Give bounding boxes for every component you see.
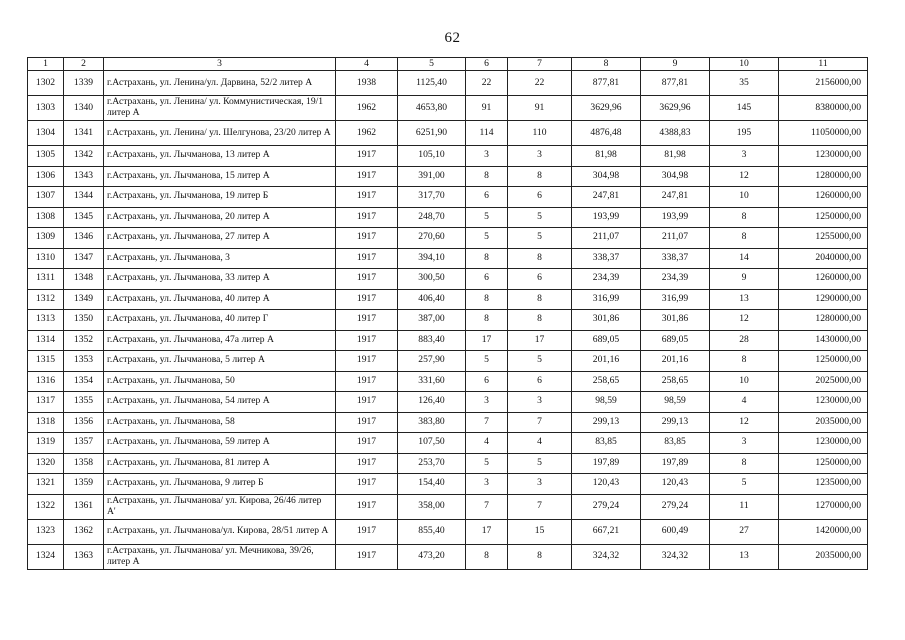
cell-col-7: 8 bbox=[508, 289, 572, 310]
column-header-9: 9 bbox=[641, 58, 710, 71]
cell-col-10: 5 bbox=[710, 474, 779, 495]
cell-col-10: 28 bbox=[710, 330, 779, 351]
cell-col-10: 3 bbox=[710, 433, 779, 454]
cell-col-8: 338,37 bbox=[572, 248, 641, 269]
cell-area: 883,40 bbox=[398, 330, 466, 351]
cell-col-6: 6 bbox=[466, 187, 508, 208]
table-row bbox=[28, 453, 868, 474]
cell-address: г.Астрахань, ул. Ленина/ул. Дарвина, 52/2 литер А bbox=[104, 71, 336, 96]
cell-col-7: 6 bbox=[508, 371, 572, 392]
cell-col-8: 324,32 bbox=[572, 544, 641, 569]
cell-row-number: 1312 bbox=[28, 289, 64, 310]
cell-cost: 2156000,00 bbox=[779, 71, 868, 96]
cell-row-number: 1315 bbox=[28, 351, 64, 372]
cell-col-10: 145 bbox=[710, 96, 779, 121]
column-header-10: 10 bbox=[710, 58, 779, 71]
cell-col-10: 12 bbox=[710, 166, 779, 187]
cell-col-9: 98,59 bbox=[641, 392, 710, 413]
table-row bbox=[28, 433, 868, 454]
cell-area: 473,20 bbox=[398, 544, 466, 569]
cell-col-8: 667,21 bbox=[572, 519, 641, 544]
cell-col-6: 22 bbox=[466, 71, 508, 96]
cell-object-number: 1352 bbox=[64, 330, 104, 351]
cell-col-10: 13 bbox=[710, 289, 779, 310]
cell-area: 394,10 bbox=[398, 248, 466, 269]
cell-object-number: 1350 bbox=[64, 310, 104, 331]
cell-object-number: 1354 bbox=[64, 371, 104, 392]
cell-year: 1917 bbox=[336, 146, 398, 167]
cell-col-8: 301,86 bbox=[572, 310, 641, 331]
cell-col-6: 5 bbox=[466, 351, 508, 372]
cell-row-number: 1320 bbox=[28, 453, 64, 474]
cell-object-number: 1345 bbox=[64, 207, 104, 228]
table-row bbox=[28, 187, 868, 208]
cell-col-10: 195 bbox=[710, 121, 779, 146]
table-row bbox=[28, 71, 868, 96]
cell-col-8: 81,98 bbox=[572, 146, 641, 167]
cell-cost: 1235000,00 bbox=[779, 474, 868, 495]
cell-col-7: 8 bbox=[508, 544, 572, 569]
cell-col-8: 211,07 bbox=[572, 228, 641, 249]
cell-year: 1917 bbox=[336, 248, 398, 269]
cell-row-number: 1314 bbox=[28, 330, 64, 351]
cell-area: 105,10 bbox=[398, 146, 466, 167]
cell-col-8: 234,39 bbox=[572, 269, 641, 290]
table-row bbox=[28, 351, 868, 372]
cell-year: 1917 bbox=[336, 494, 398, 519]
cell-cost: 1255000,00 bbox=[779, 228, 868, 249]
column-header-1: 1 bbox=[28, 58, 64, 71]
cell-col-6: 7 bbox=[466, 412, 508, 433]
cell-object-number: 1340 bbox=[64, 96, 104, 121]
cell-col-9: 120,43 bbox=[641, 474, 710, 495]
cell-object-number: 1349 bbox=[64, 289, 104, 310]
cell-cost: 1290000,00 bbox=[779, 289, 868, 310]
cell-cost: 1420000,00 bbox=[779, 519, 868, 544]
cell-address: г.Астрахань, ул. Лычманова, 54 литер А bbox=[104, 392, 336, 413]
table-row bbox=[28, 228, 868, 249]
table-row bbox=[28, 330, 868, 351]
cell-address: г.Астрахань, ул. Лычманова, 59 литер А bbox=[104, 433, 336, 454]
cell-col-8: 247,81 bbox=[572, 187, 641, 208]
cell-address: г.Астрахань, ул. Лычманова, 20 литер А bbox=[104, 207, 336, 228]
cell-address: г.Астрахань, ул. Лычманова, 13 литер А bbox=[104, 146, 336, 167]
cell-year: 1962 bbox=[336, 96, 398, 121]
cell-col-10: 8 bbox=[710, 207, 779, 228]
cell-col-7: 4 bbox=[508, 433, 572, 454]
cell-col-10: 10 bbox=[710, 371, 779, 392]
cell-address: г.Астрахань, ул. Лычманова, 15 литер А bbox=[104, 166, 336, 187]
cell-address: г.Астрахань, ул. Лычманова, 50 bbox=[104, 371, 336, 392]
cell-row-number: 1310 bbox=[28, 248, 64, 269]
cell-year: 1917 bbox=[336, 187, 398, 208]
cell-col-6: 6 bbox=[466, 269, 508, 290]
cell-year: 1938 bbox=[336, 71, 398, 96]
cell-col-9: 81,98 bbox=[641, 146, 710, 167]
cell-row-number: 1306 bbox=[28, 166, 64, 187]
column-header-4: 4 bbox=[336, 58, 398, 71]
cell-object-number: 1342 bbox=[64, 146, 104, 167]
table-row bbox=[28, 310, 868, 331]
cell-col-9: 877,81 bbox=[641, 71, 710, 96]
cell-col-7: 17 bbox=[508, 330, 572, 351]
cell-col-9: 197,89 bbox=[641, 453, 710, 474]
cell-col-9: 316,99 bbox=[641, 289, 710, 310]
cell-col-9: 689,05 bbox=[641, 330, 710, 351]
cell-area: 154,40 bbox=[398, 474, 466, 495]
cell-object-number: 1339 bbox=[64, 71, 104, 96]
cell-object-number: 1343 bbox=[64, 166, 104, 187]
cell-col-6: 7 bbox=[466, 494, 508, 519]
cell-year: 1917 bbox=[336, 544, 398, 569]
cell-col-8: 316,99 bbox=[572, 289, 641, 310]
cell-col-9: 279,24 bbox=[641, 494, 710, 519]
column-header-2: 2 bbox=[64, 58, 104, 71]
cell-area: 257,90 bbox=[398, 351, 466, 372]
cell-row-number: 1316 bbox=[28, 371, 64, 392]
cell-year: 1917 bbox=[336, 371, 398, 392]
cell-row-number: 1321 bbox=[28, 474, 64, 495]
cell-object-number: 1348 bbox=[64, 269, 104, 290]
cell-col-7: 5 bbox=[508, 351, 572, 372]
cell-cost: 2040000,00 bbox=[779, 248, 868, 269]
cell-col-9: 201,16 bbox=[641, 351, 710, 372]
cell-year: 1917 bbox=[336, 412, 398, 433]
cell-col-8: 201,16 bbox=[572, 351, 641, 372]
cell-address: г.Астрахань, ул. Лычманова, 40 литер Г bbox=[104, 310, 336, 331]
cell-address: г.Астрахань, ул. Лычманова, 58 bbox=[104, 412, 336, 433]
cell-address: г.Астрахань, ул. Лычманова, 47а литер А bbox=[104, 330, 336, 351]
cell-address: г.Астрахань, ул. Ленина/ ул. Коммунистическая, 19/1 литер А bbox=[104, 96, 336, 121]
cell-area: 406,40 bbox=[398, 289, 466, 310]
cell-col-9: 338,37 bbox=[641, 248, 710, 269]
cell-year: 1962 bbox=[336, 121, 398, 146]
cell-col-8: 304,98 bbox=[572, 166, 641, 187]
table-row bbox=[28, 412, 868, 433]
cell-address: г.Астрахань, ул. Лычманова/ ул. Кирова, 26/46 литер А' bbox=[104, 494, 336, 519]
table-body bbox=[28, 71, 868, 570]
cell-object-number: 1358 bbox=[64, 453, 104, 474]
cell-cost: 1250000,00 bbox=[779, 207, 868, 228]
cell-col-9: 304,98 bbox=[641, 166, 710, 187]
cell-col-7: 5 bbox=[508, 228, 572, 249]
cell-col-7: 6 bbox=[508, 269, 572, 290]
cell-col-7: 5 bbox=[508, 207, 572, 228]
table-row bbox=[28, 519, 868, 544]
cell-area: 253,70 bbox=[398, 453, 466, 474]
cell-col-8: 689,05 bbox=[572, 330, 641, 351]
cell-object-number: 1346 bbox=[64, 228, 104, 249]
cell-object-number: 1356 bbox=[64, 412, 104, 433]
cell-address: г.Астрахань, ул. Лычманова/ул. Кирова, 28/51 литер А bbox=[104, 519, 336, 544]
cell-col-8: 4876,48 bbox=[572, 121, 641, 146]
cell-cost: 1270000,00 bbox=[779, 494, 868, 519]
column-header-6: 6 bbox=[466, 58, 508, 71]
cell-col-6: 8 bbox=[466, 166, 508, 187]
cell-year: 1917 bbox=[336, 269, 398, 290]
cell-col-9: 211,07 bbox=[641, 228, 710, 249]
cell-address: г.Астрахань, ул. Лычманова, 19 литер Б bbox=[104, 187, 336, 208]
cell-col-9: 324,32 bbox=[641, 544, 710, 569]
cell-col-7: 8 bbox=[508, 248, 572, 269]
table-row bbox=[28, 269, 868, 290]
cell-row-number: 1311 bbox=[28, 269, 64, 290]
table-row bbox=[28, 146, 868, 167]
cell-col-6: 3 bbox=[466, 474, 508, 495]
cell-col-8: 193,99 bbox=[572, 207, 641, 228]
cell-col-9: 234,39 bbox=[641, 269, 710, 290]
cell-col-10: 35 bbox=[710, 71, 779, 96]
cell-col-7: 3 bbox=[508, 392, 572, 413]
cell-address: г.Астрахань, ул. Лычманова, 5 литер А bbox=[104, 351, 336, 372]
cell-col-9: 301,86 bbox=[641, 310, 710, 331]
cell-year: 1917 bbox=[336, 228, 398, 249]
cell-year: 1917 bbox=[336, 289, 398, 310]
cell-col-7: 8 bbox=[508, 310, 572, 331]
cell-object-number: 1347 bbox=[64, 248, 104, 269]
cell-object-number: 1359 bbox=[64, 474, 104, 495]
cell-area: 248,70 bbox=[398, 207, 466, 228]
cell-area: 107,50 bbox=[398, 433, 466, 454]
cell-col-9: 83,85 bbox=[641, 433, 710, 454]
cell-cost: 1250000,00 bbox=[779, 351, 868, 372]
cell-col-10: 12 bbox=[710, 412, 779, 433]
cell-col-10: 4 bbox=[710, 392, 779, 413]
cell-row-number: 1317 bbox=[28, 392, 64, 413]
column-header-3: 3 bbox=[104, 58, 336, 71]
cell-col-8: 877,81 bbox=[572, 71, 641, 96]
cell-col-8: 3629,96 bbox=[572, 96, 641, 121]
cell-col-6: 8 bbox=[466, 310, 508, 331]
cell-area: 317,70 bbox=[398, 187, 466, 208]
cell-col-6: 5 bbox=[466, 453, 508, 474]
cell-col-7: 7 bbox=[508, 494, 572, 519]
cell-area: 391,00 bbox=[398, 166, 466, 187]
cell-col-8: 120,43 bbox=[572, 474, 641, 495]
cell-address: г.Астрахань, ул. Лычманова, 27 литер А bbox=[104, 228, 336, 249]
cell-area: 1125,40 bbox=[398, 71, 466, 96]
cell-col-7: 110 bbox=[508, 121, 572, 146]
cell-cost: 2035000,00 bbox=[779, 412, 868, 433]
cell-row-number: 1304 bbox=[28, 121, 64, 146]
cell-cost: 1430000,00 bbox=[779, 330, 868, 351]
table-row bbox=[28, 474, 868, 495]
cell-col-6: 8 bbox=[466, 248, 508, 269]
cell-year: 1917 bbox=[336, 474, 398, 495]
table-row bbox=[28, 544, 868, 569]
table-row bbox=[28, 392, 868, 413]
cell-col-9: 3629,96 bbox=[641, 96, 710, 121]
cell-col-7: 3 bbox=[508, 146, 572, 167]
cell-col-7: 22 bbox=[508, 71, 572, 96]
cell-row-number: 1313 bbox=[28, 310, 64, 331]
cell-cost: 1230000,00 bbox=[779, 392, 868, 413]
cell-row-number: 1308 bbox=[28, 207, 64, 228]
cell-col-10: 12 bbox=[710, 310, 779, 331]
cell-address: г.Астрахань, ул. Лычманова, 40 литер А bbox=[104, 289, 336, 310]
cell-col-10: 11 bbox=[710, 494, 779, 519]
cell-col-9: 247,81 bbox=[641, 187, 710, 208]
cell-col-6: 3 bbox=[466, 146, 508, 167]
column-header-8: 8 bbox=[572, 58, 641, 71]
cell-row-number: 1307 bbox=[28, 187, 64, 208]
cell-row-number: 1324 bbox=[28, 544, 64, 569]
cell-year: 1917 bbox=[336, 207, 398, 228]
cell-col-9: 4388,83 bbox=[641, 121, 710, 146]
table-row bbox=[28, 371, 868, 392]
cell-col-9: 299,13 bbox=[641, 412, 710, 433]
cell-area: 126,40 bbox=[398, 392, 466, 413]
cell-address: г.Астрахань, ул. Лычманова, 81 литер А bbox=[104, 453, 336, 474]
cell-area: 855,40 bbox=[398, 519, 466, 544]
cell-cost: 1230000,00 bbox=[779, 146, 868, 167]
cell-year: 1917 bbox=[336, 351, 398, 372]
table-row bbox=[28, 207, 868, 228]
cell-row-number: 1302 bbox=[28, 71, 64, 96]
cell-address: г.Астрахань, ул. Лычманова, 33 литер А bbox=[104, 269, 336, 290]
cell-col-7: 5 bbox=[508, 453, 572, 474]
cell-col-10: 8 bbox=[710, 228, 779, 249]
cell-cost: 2035000,00 bbox=[779, 544, 868, 569]
cell-year: 1917 bbox=[336, 519, 398, 544]
page-number: 62 bbox=[444, 30, 461, 46]
cell-object-number: 1353 bbox=[64, 351, 104, 372]
cell-col-8: 83,85 bbox=[572, 433, 641, 454]
cell-year: 1917 bbox=[336, 310, 398, 331]
cell-col-10: 3 bbox=[710, 146, 779, 167]
table-row bbox=[28, 289, 868, 310]
cell-col-8: 98,59 bbox=[572, 392, 641, 413]
cell-col-10: 8 bbox=[710, 351, 779, 372]
table-row bbox=[28, 248, 868, 269]
cell-row-number: 1323 bbox=[28, 519, 64, 544]
cell-cost: 1260000,00 bbox=[779, 187, 868, 208]
cell-object-number: 1362 bbox=[64, 519, 104, 544]
cell-col-9: 258,65 bbox=[641, 371, 710, 392]
cell-col-6: 114 bbox=[466, 121, 508, 146]
table-row bbox=[28, 166, 868, 187]
cell-col-10: 27 bbox=[710, 519, 779, 544]
cell-row-number: 1318 bbox=[28, 412, 64, 433]
cell-col-8: 279,24 bbox=[572, 494, 641, 519]
cell-object-number: 1357 bbox=[64, 433, 104, 454]
cell-year: 1917 bbox=[336, 330, 398, 351]
cell-address: г.Астрахань, ул. Ленина/ ул. Шелгунова, 23/20 литер А bbox=[104, 121, 336, 146]
cell-year: 1917 bbox=[336, 433, 398, 454]
cell-area: 300,50 bbox=[398, 269, 466, 290]
cell-object-number: 1341 bbox=[64, 121, 104, 146]
header-row bbox=[28, 58, 868, 71]
cell-row-number: 1322 bbox=[28, 494, 64, 519]
column-header-7: 7 bbox=[508, 58, 572, 71]
cell-col-6: 8 bbox=[466, 544, 508, 569]
cell-col-10: 14 bbox=[710, 248, 779, 269]
cell-cost: 8380000,00 bbox=[779, 96, 868, 121]
cell-area: 6251,90 bbox=[398, 121, 466, 146]
cell-col-7: 7 bbox=[508, 412, 572, 433]
cell-col-7: 91 bbox=[508, 96, 572, 121]
cell-cost: 1280000,00 bbox=[779, 166, 868, 187]
cell-col-7: 15 bbox=[508, 519, 572, 544]
cell-col-8: 258,65 bbox=[572, 371, 641, 392]
cell-row-number: 1309 bbox=[28, 228, 64, 249]
cell-col-7: 3 bbox=[508, 474, 572, 495]
cell-col-6: 8 bbox=[466, 289, 508, 310]
cell-col-9: 193,99 bbox=[641, 207, 710, 228]
cell-cost: 1260000,00 bbox=[779, 269, 868, 290]
cell-col-8: 299,13 bbox=[572, 412, 641, 433]
table-row bbox=[28, 121, 868, 146]
cell-col-6: 17 bbox=[466, 519, 508, 544]
cell-address: г.Астрахань, ул. Лычманова/ ул. Мечникова, 39/26, литер А bbox=[104, 544, 336, 569]
cell-col-6: 5 bbox=[466, 228, 508, 249]
cell-col-10: 13 bbox=[710, 544, 779, 569]
cell-object-number: 1361 bbox=[64, 494, 104, 519]
cell-area: 383,80 bbox=[398, 412, 466, 433]
table-row bbox=[28, 96, 868, 121]
cell-cost: 1250000,00 bbox=[779, 453, 868, 474]
cell-area: 358,00 bbox=[398, 494, 466, 519]
cell-area: 270,60 bbox=[398, 228, 466, 249]
cell-year: 1917 bbox=[336, 453, 398, 474]
cell-col-10: 10 bbox=[710, 187, 779, 208]
cell-object-number: 1355 bbox=[64, 392, 104, 413]
cell-area: 387,00 bbox=[398, 310, 466, 331]
cell-row-number: 1303 bbox=[28, 96, 64, 121]
cell-col-6: 17 bbox=[466, 330, 508, 351]
cell-col-10: 9 bbox=[710, 269, 779, 290]
cell-object-number: 1344 bbox=[64, 187, 104, 208]
cell-col-6: 4 bbox=[466, 433, 508, 454]
cell-col-7: 6 bbox=[508, 187, 572, 208]
cell-col-7: 8 bbox=[508, 166, 572, 187]
cell-col-6: 91 bbox=[466, 96, 508, 121]
cell-cost: 11050000,00 bbox=[779, 121, 868, 146]
cell-address: г.Астрахань, ул. Лычманова, 9 литер Б bbox=[104, 474, 336, 495]
cell-cost: 2025000,00 bbox=[779, 371, 868, 392]
cell-col-6: 5 bbox=[466, 207, 508, 228]
cell-col-6: 6 bbox=[466, 371, 508, 392]
cell-col-6: 3 bbox=[466, 392, 508, 413]
table-row bbox=[28, 494, 868, 519]
cell-col-10: 8 bbox=[710, 453, 779, 474]
cell-year: 1917 bbox=[336, 166, 398, 187]
cell-col-9: 600,49 bbox=[641, 519, 710, 544]
cell-row-number: 1319 bbox=[28, 433, 64, 454]
housing-registry-table bbox=[27, 57, 868, 570]
cell-area: 4653,80 bbox=[398, 96, 466, 121]
cell-row-number: 1305 bbox=[28, 146, 64, 167]
cell-cost: 1280000,00 bbox=[779, 310, 868, 331]
column-header-5: 5 bbox=[398, 58, 466, 71]
cell-area: 331,60 bbox=[398, 371, 466, 392]
cell-col-8: 197,89 bbox=[572, 453, 641, 474]
cell-year: 1917 bbox=[336, 392, 398, 413]
cell-cost: 1230000,00 bbox=[779, 433, 868, 454]
cell-address: г.Астрахань, ул. Лычманова, 3 bbox=[104, 248, 336, 269]
column-header-11: 11 bbox=[779, 58, 868, 71]
cell-object-number: 1363 bbox=[64, 544, 104, 569]
